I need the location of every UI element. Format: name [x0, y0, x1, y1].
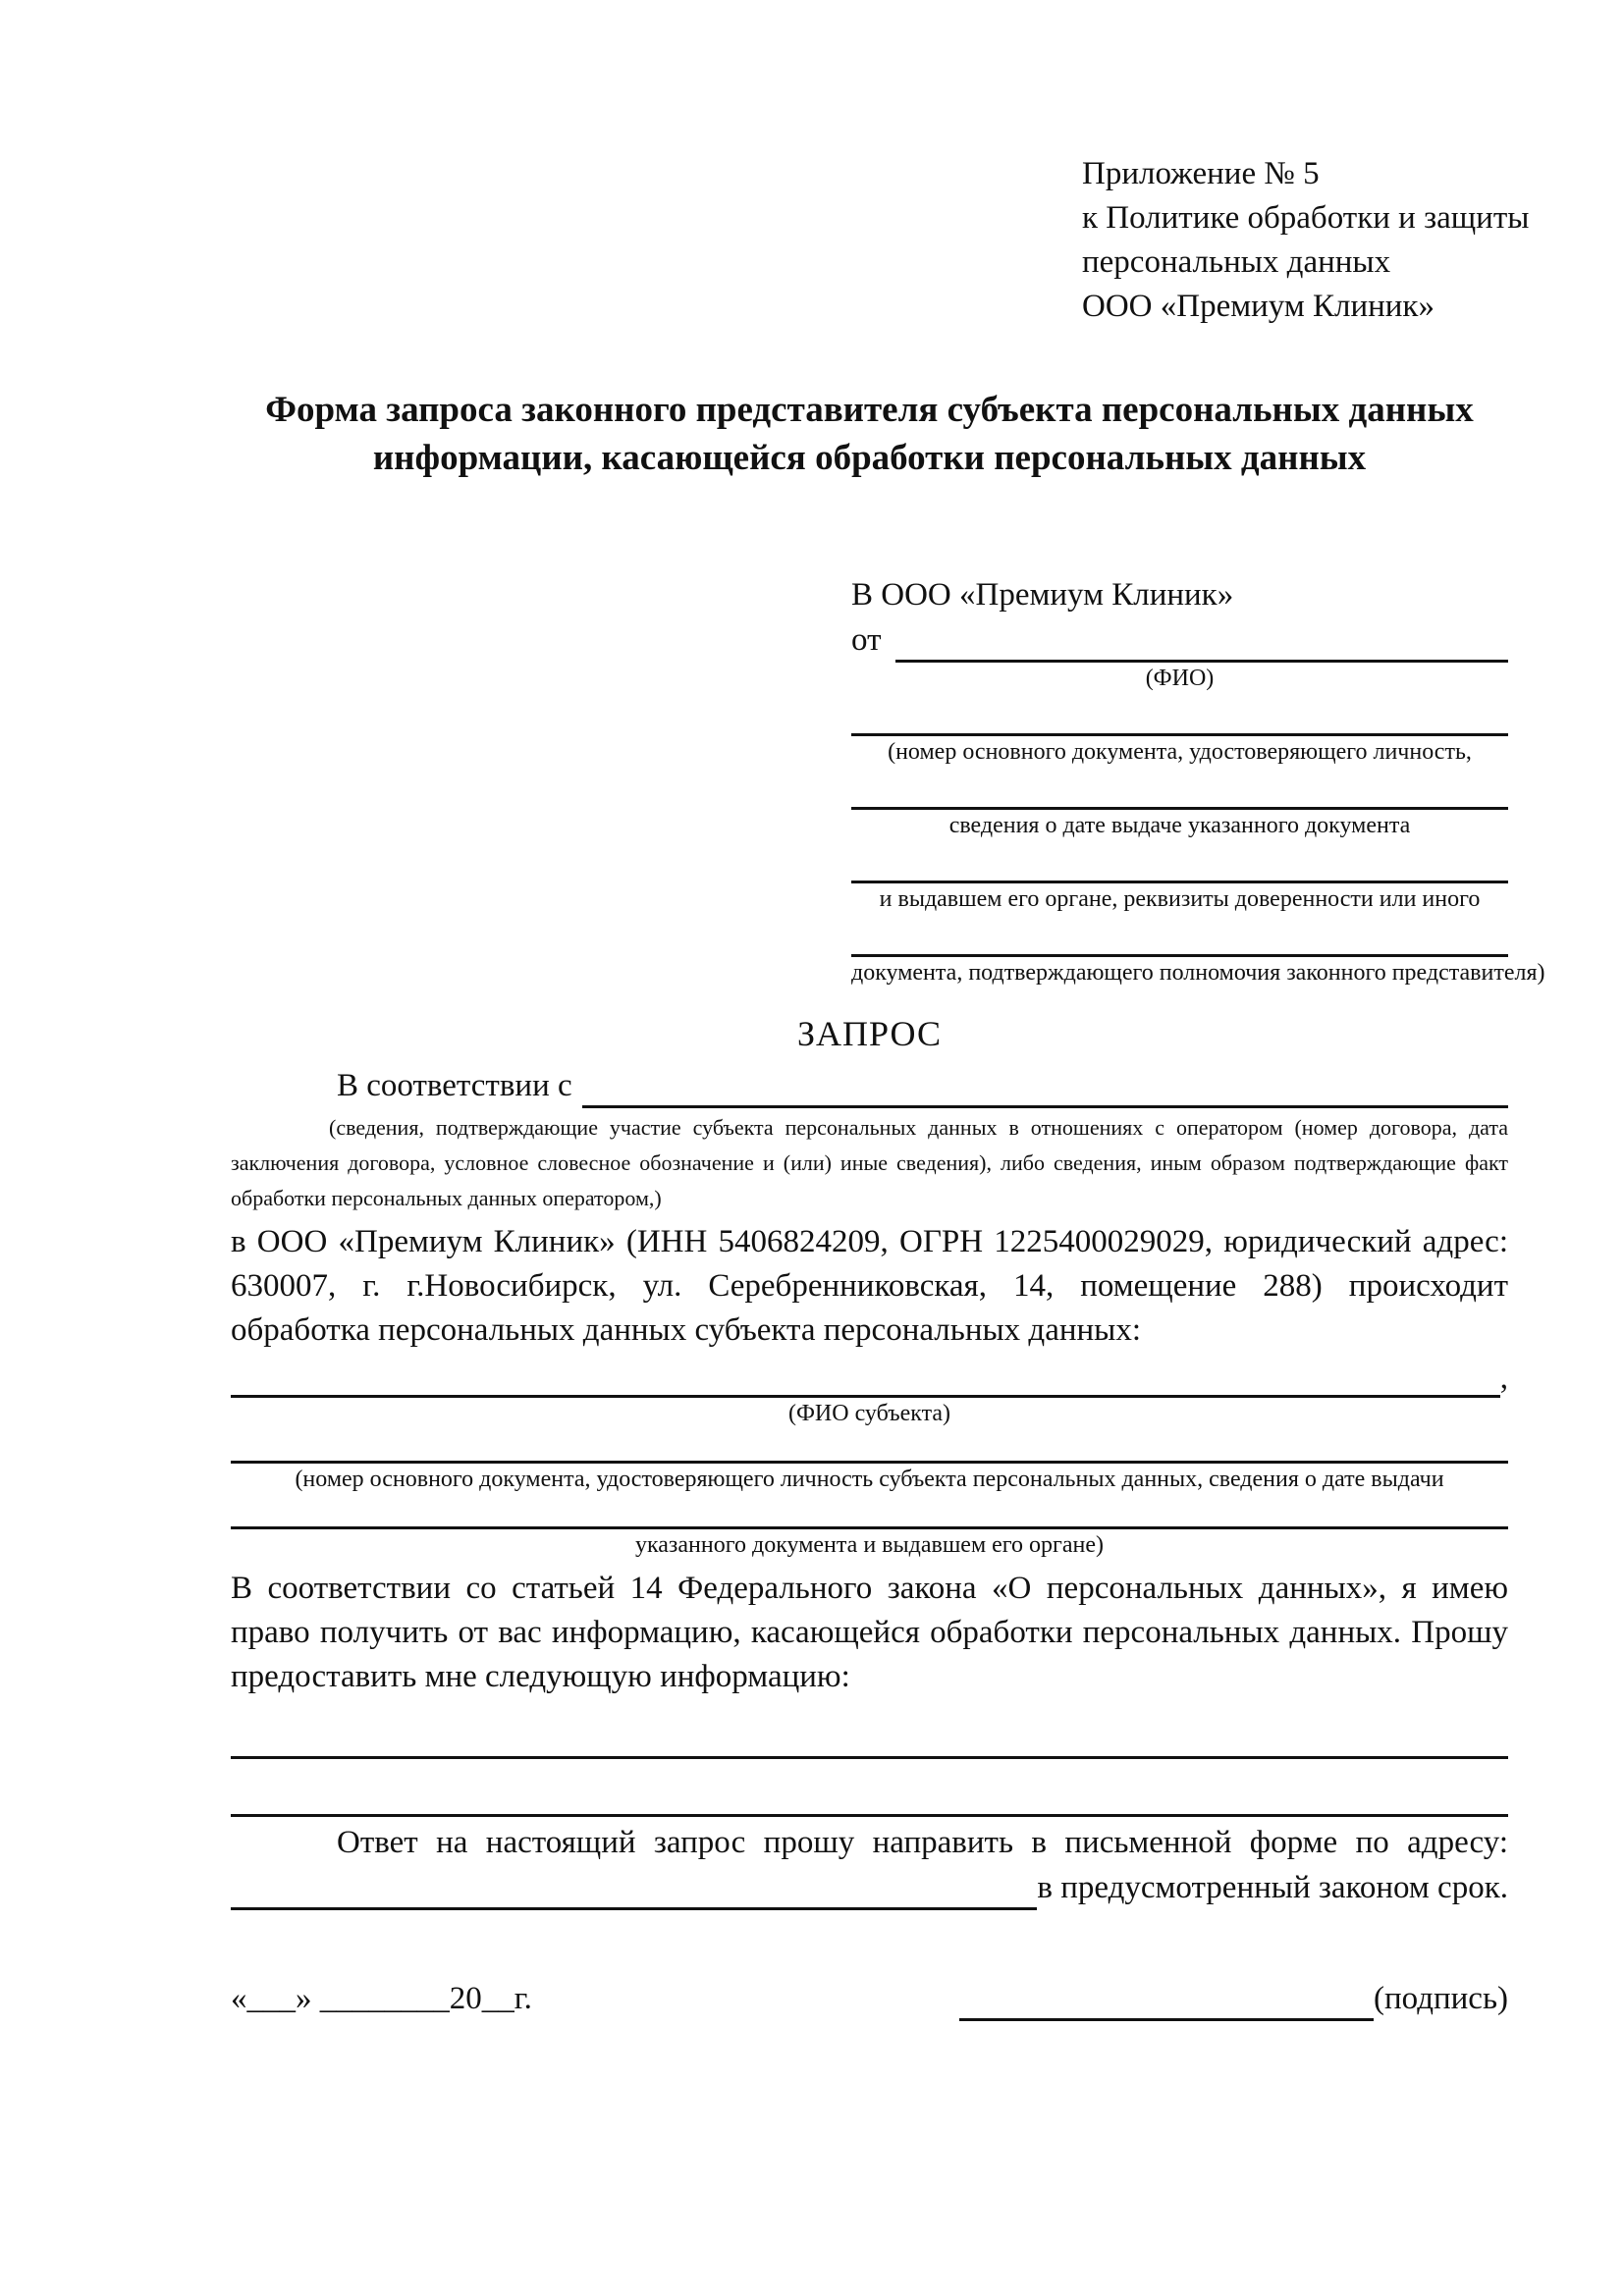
subject-doc-caption-2: указанного документа и выдавшем его органе) [634, 1532, 1105, 1558]
footer-row [231, 1977, 1508, 2021]
addressee-organization: В ООО «Премиум Клиник» [851, 577, 1234, 613]
smallprint-line: (сведения, подтверждающие участие субъекта персональных данных в отношениях с оператором (номер договора, дата [329, 1115, 1508, 1140]
representative-doc-field-4 [851, 921, 1545, 988]
basis-field-line[interactable] [582, 1063, 1508, 1108]
operator-paragraph-line: 630007, г. г.Новосибирск, ул. Серебренниковская, 14, помещение 288) происходит [231, 1268, 1508, 1304]
answer-address-row [231, 1865, 1508, 1910]
appendix-note [1082, 152, 1530, 329]
law-paragraph-line: предоставить мне следующую информацию: [231, 1659, 850, 1694]
signature-group [959, 1977, 1508, 2021]
addressee-block [851, 572, 1545, 988]
basis-label: В соответствии с [337, 1068, 572, 1103]
representative-doc-field-1 [851, 700, 1508, 768]
subject-doc-field-line-1[interactable] [231, 1429, 1508, 1464]
operator-paragraph-line: обработка персональных данных субъекта персональных данных: [231, 1312, 1141, 1348]
address-field-line[interactable] [231, 1865, 1037, 1910]
operator-paragraph [231, 1220, 1508, 1353]
signature-caption: (подпись) [1374, 1981, 1508, 2016]
info-blank-line-1[interactable] [231, 1699, 1508, 1759]
signature-field-line[interactable] [959, 1977, 1374, 2021]
representative-doc-field-3 [851, 847, 1508, 915]
date-field[interactable]: «___» ________20__г. [231, 1981, 532, 2016]
appendix-note-line: к Политике обработки и защиты [1082, 200, 1530, 236]
basis-row [231, 1063, 1508, 1108]
zapros-heading: ЗАПРОС [797, 1014, 942, 1053]
law-paragraph-line: В соответствии со статьей 14 Федерального закона «О персональных данных», я имею [231, 1571, 1508, 1606]
form-title-line-1: Форма запроса законного представителя субъекта персональных данных [265, 390, 1474, 430]
subject-doc-caption-1: (номер основного документа, удостоверяющего личность субъекта персональных данных, сведения о дате выдачи [295, 1467, 1444, 1492]
smallprint-line: обработки персональных данных оператором,) [231, 1186, 662, 1210]
applicant-fio-field-line[interactable] [895, 617, 1509, 663]
field-caption: документа, подтверждающего полномочия законного представителя) [851, 960, 1545, 986]
info-blank-line-2[interactable] [231, 1759, 1508, 1817]
subject-fio-field-line[interactable] [231, 1359, 1500, 1398]
basis-smallprint [231, 1110, 1508, 1216]
answer-tail: в предусмотренный законом срок. [1037, 1870, 1508, 1905]
from-row [851, 617, 1508, 663]
operator-paragraph-line: в ООО «Премиум Клиник» (ИНН 5406824209, ОГРН 1225400029029, юридический адрес: [231, 1224, 1508, 1259]
smallprint-line: заключения договора, условное словесное обозначение и (или) иные сведения), либо сведения, иным образом подтверждающие факт [231, 1150, 1508, 1175]
subject-fio-comma: , [1499, 1361, 1508, 1396]
law-paragraph-line: право получить от вас информацию, касающейся обработки персональных данных. Прошу [231, 1615, 1508, 1650]
appendix-note-line: персональных данных [1082, 244, 1391, 280]
representative-doc-field-line-1[interactable] [851, 700, 1508, 736]
field-caption: и выдавшем его органе, реквизиты доверенности или иного [879, 886, 1481, 912]
answer-paragraph: Ответ на настоящий запрос прошу направить в письменной форме по адресу: [337, 1825, 1508, 1860]
subject-doc-field-line-2[interactable] [231, 1495, 1508, 1529]
appendix-note-line: ООО «Премиум Клиник» [1082, 289, 1435, 324]
field-caption: (номер основного документа, удостоверяющего личность, [888, 739, 1472, 765]
representative-doc-field-line-3[interactable] [851, 847, 1508, 883]
representative-doc-field-line-4[interactable] [851, 921, 1508, 957]
field-caption: сведения о дате выдаче указанного документа [948, 813, 1411, 838]
form-title-line-2: информации, касающейся обработки персональных данных [372, 438, 1367, 478]
from-label: от [851, 622, 882, 658]
law-paragraph [231, 1567, 1508, 1699]
appendix-note-line: Приложение № 5 [1082, 156, 1320, 191]
form-title [231, 386, 1508, 482]
representative-doc-field-line-2[interactable] [851, 774, 1508, 810]
representative-doc-field-2 [851, 774, 1508, 841]
subject-fio-caption: (ФИО субъекта) [787, 1401, 951, 1426]
field-caption-fio: (ФИО) [1145, 666, 1215, 691]
subject-fio-row [231, 1359, 1508, 1398]
